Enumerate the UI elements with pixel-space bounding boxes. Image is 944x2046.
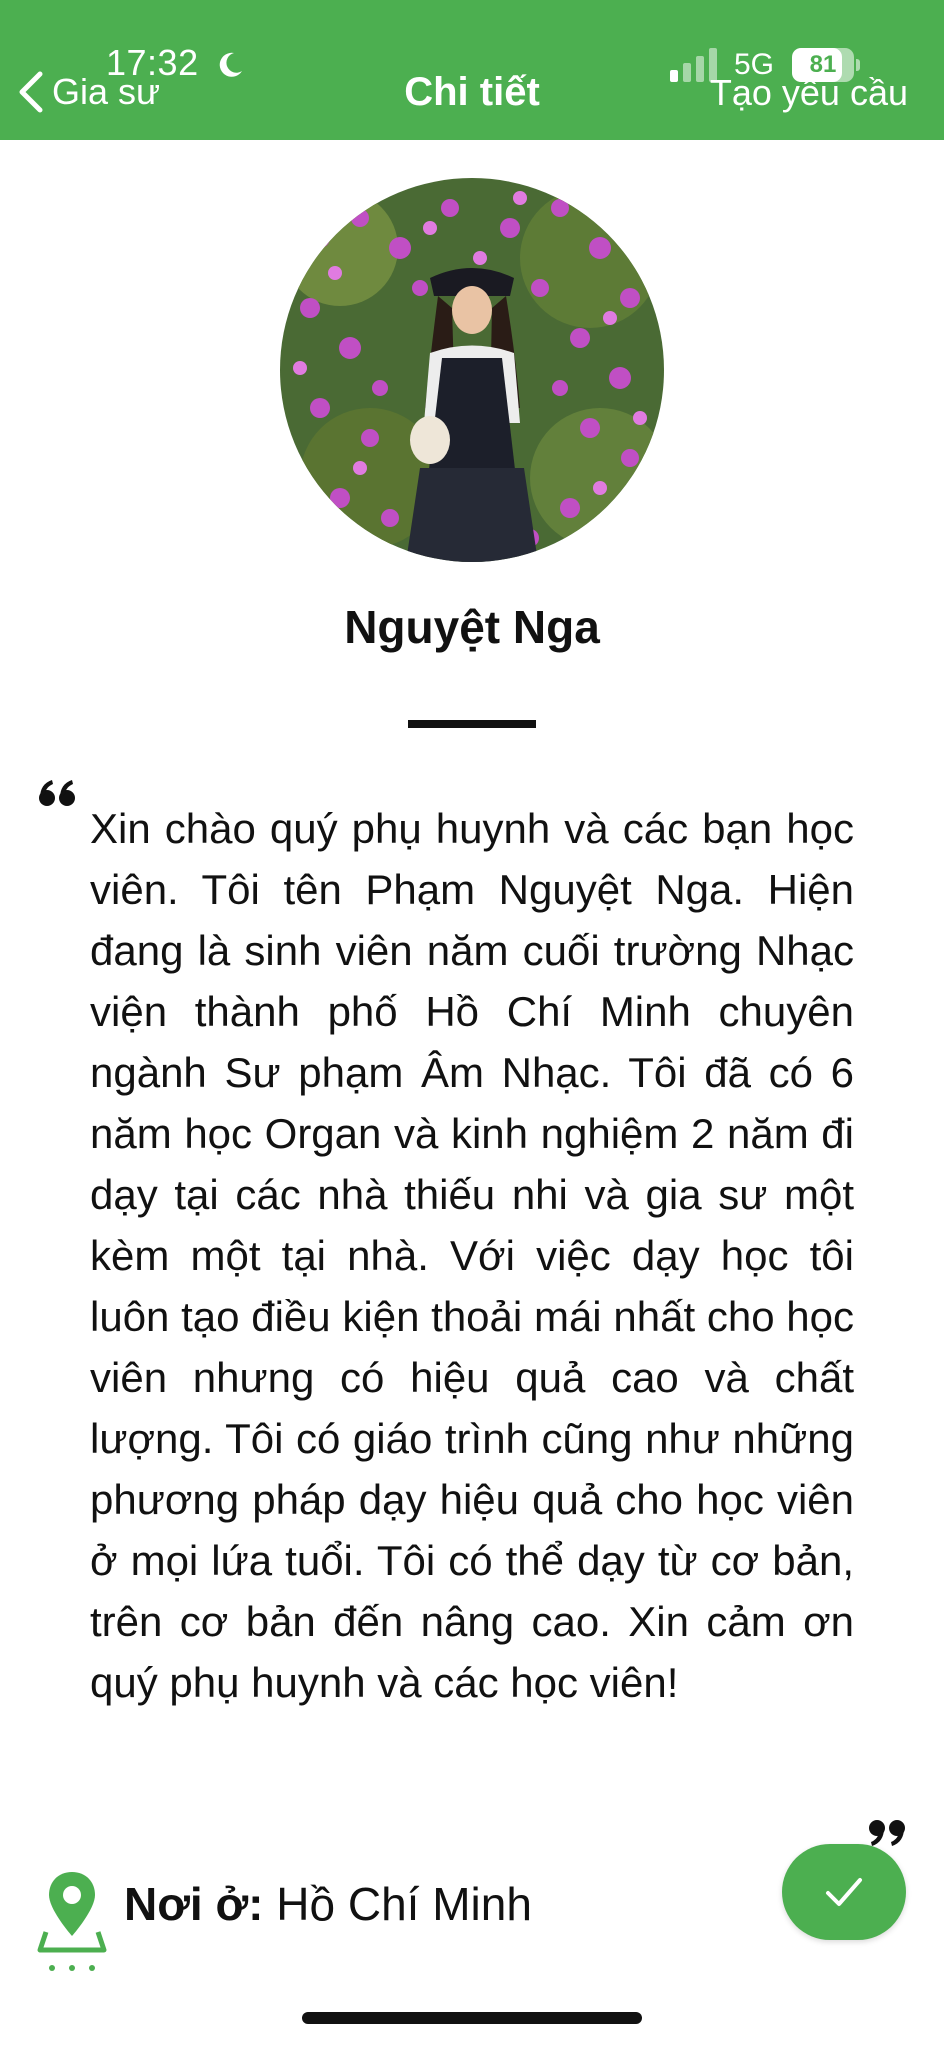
profile-bio: Xin chào quý phụ huynh và các bạn học viên. Tôi tên Phạm Nguyệt Nga. Hiện đang là sinh viên năm cuối trường Nhạc viện thành phố Hồ Chí Minh chuyên ngành Sư phạm Âm Nhạc. Tôi đã có 6 năm học Organ và kinh nghiệm 2 năm đi dạy tại các nhà thiếu nhi và gia sư một kèm một tại nhà. Với việc dạy học tôi luôn tạo điều kiện thoải mái nhất cho học viên nhưng có hiệu quả cao và chất lượng. Tôi có giáo trình cũng như những phương pháp dạy hiệu quả cho học viên ở mọi lứa tuổi. Tôi có thể dạy từ cơ bản, trên cơ bản đến nâng cao. Xin cảm ơn quý phụ huynh và các học viên! (90, 805, 854, 1706)
location-pin-icon (36, 1870, 108, 1974)
home-indicator (302, 2012, 642, 2024)
battery-level: 81 (809, 51, 837, 78)
quote-open-icon (38, 778, 76, 808)
quote-close-icon (868, 1818, 906, 1848)
location-label: Nơi ở: (124, 1878, 264, 1930)
confirm-button[interactable] (782, 1844, 906, 1940)
network-label: 5G (734, 48, 775, 81)
location-value: Hồ Chí Minh (276, 1878, 532, 1930)
moon-icon (215, 50, 245, 80)
check-icon (822, 1870, 866, 1914)
back-label: Gia sư (52, 71, 161, 112)
profile-name: Nguyệt Nga (344, 601, 600, 653)
create-request-button[interactable]: Tạo yêu cầu (709, 72, 908, 113)
status-time: 17:32 (106, 42, 199, 83)
chevron-left-icon (16, 70, 46, 114)
back-button[interactable] (16, 62, 160, 122)
app-header (0, 0, 944, 140)
location-row (124, 1876, 532, 1932)
name-divider (408, 720, 536, 728)
avatar (280, 178, 664, 562)
page-title: Chi tiết (404, 70, 540, 114)
